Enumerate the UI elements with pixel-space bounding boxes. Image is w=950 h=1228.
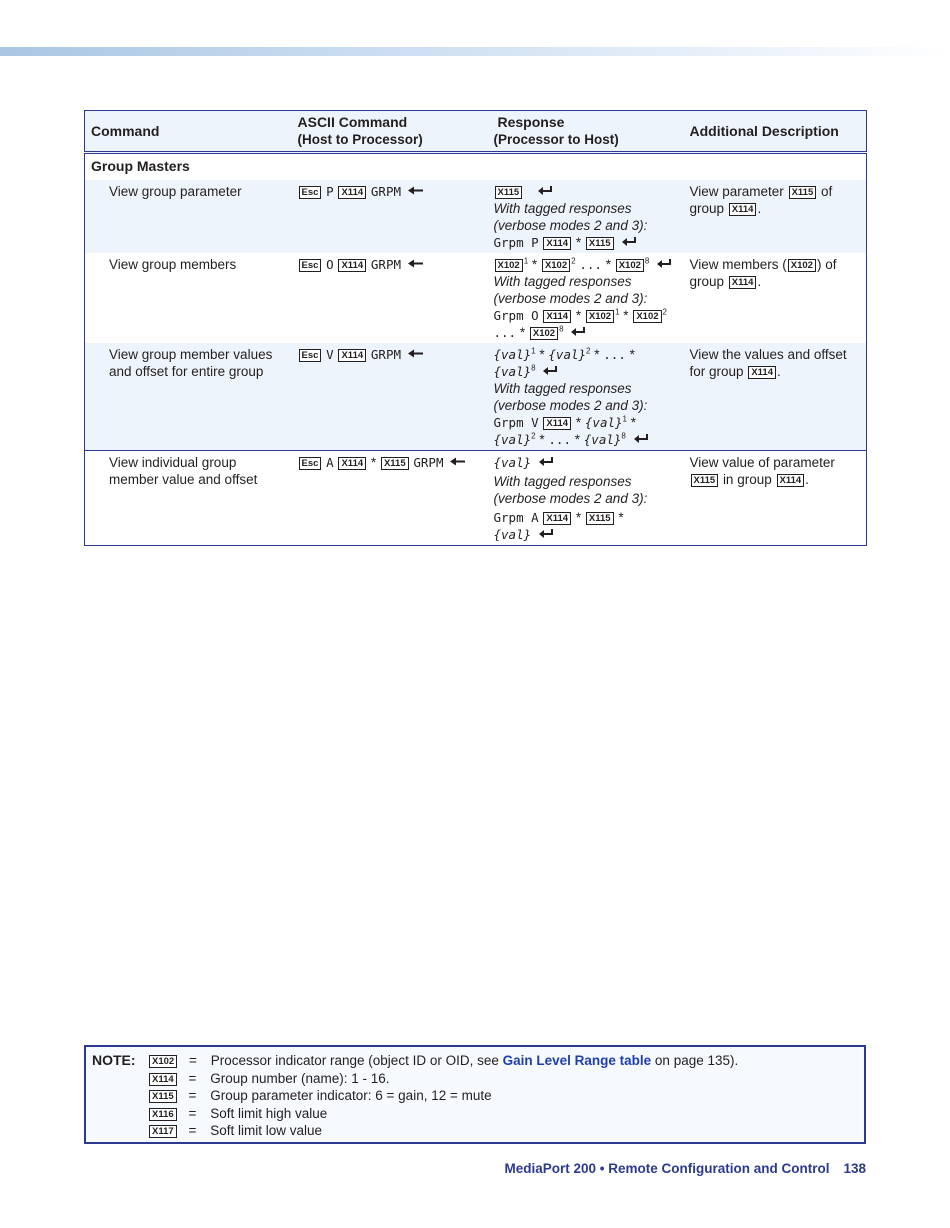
separator: *: [629, 347, 635, 362]
superscript: 8: [621, 431, 626, 441]
command-cell: View group members: [85, 253, 292, 343]
desc-text: View the values and offset for group: [689, 347, 847, 379]
tagged-note-line2: (verbose modes 2 and 3):: [493, 398, 648, 413]
note-item: [148, 1105, 738, 1123]
tagged-note-line1: With tagged responses: [493, 381, 632, 396]
ascii-cell: [292, 343, 488, 451]
variable-box: X115: [586, 512, 614, 525]
response-cell: [488, 253, 684, 343]
superscript: 8: [531, 363, 536, 373]
separator: *: [575, 510, 582, 525]
separator: *: [574, 432, 580, 447]
value-token: {val}: [493, 432, 532, 447]
variable-box: X102: [149, 1055, 177, 1068]
command-line2: and offset for entire group: [109, 364, 264, 379]
variable-box: X114: [338, 457, 366, 470]
superscript: 2: [531, 431, 536, 441]
ellipsis: ...: [493, 325, 517, 340]
command-line1: View group member values: [109, 347, 273, 362]
command-line2: member value and offset: [109, 472, 258, 487]
note-item: [148, 1122, 738, 1140]
left-arrow-icon: [450, 457, 466, 466]
equals-sign: =: [188, 1053, 197, 1068]
superscript: 1: [531, 346, 536, 356]
left-arrow-icon: [408, 186, 424, 195]
variable-box: X115: [495, 186, 523, 199]
command-cell: [85, 451, 292, 546]
table-row: [85, 180, 867, 253]
separator: *: [575, 415, 582, 430]
note-item: [148, 1070, 738, 1088]
group-title-row: [85, 153, 867, 181]
command-cell: [85, 343, 292, 451]
return-icon: [538, 528, 554, 539]
variable-box: X114: [748, 366, 776, 379]
note-text: Group parameter indicator: 6 = gain, 12 = mute: [210, 1088, 492, 1103]
gain-level-range-link[interactable]: Gain Level Range table: [502, 1053, 652, 1068]
ascii-code: A: [326, 455, 334, 470]
header-gradient-bar: [0, 47, 950, 56]
tagged-note-line2: (verbose modes 2 and 3):: [493, 291, 648, 306]
value-token: {val}: [493, 527, 532, 542]
variable-box: X117: [149, 1125, 177, 1138]
variable-box: X114: [149, 1073, 177, 1086]
ascii-suffix: GRPM: [370, 184, 402, 199]
equals-sign: =: [188, 1123, 197, 1138]
note-item: [148, 1052, 738, 1070]
header-command: Command: [85, 111, 292, 153]
return-icon: [538, 456, 554, 467]
superscript: 2: [662, 307, 667, 317]
header-response: [488, 111, 684, 153]
left-arrow-icon: [408, 259, 424, 268]
equals-sign: =: [188, 1070, 197, 1086]
desc-text: ) of group: [689, 257, 837, 289]
superscript: 2: [586, 346, 591, 356]
variable-box: X114: [543, 512, 571, 525]
ascii-cell: [292, 253, 488, 343]
separator: *: [575, 308, 582, 323]
variable-box: X114: [338, 186, 366, 199]
esc-key-box: Esc: [299, 259, 322, 272]
variable-box: X115: [586, 237, 614, 250]
table-row: [85, 451, 867, 546]
variable-box: X102: [495, 259, 523, 272]
variable-box: X114: [543, 310, 571, 323]
response-cell: [488, 180, 684, 253]
ellipsis: ...: [579, 257, 602, 272]
note-text: Processor indicator range (object ID or OID, see: [210, 1053, 499, 1068]
ascii-cell: [292, 180, 488, 253]
variable-box: X115: [789, 186, 817, 199]
variable-box: X115: [381, 457, 409, 470]
description-cell: [684, 451, 867, 546]
table-row: [85, 343, 867, 451]
header-ascii-line2: (Host to Processor): [297, 132, 423, 147]
tagged-prefix: Grpm V: [493, 415, 539, 430]
header-description: Additional Description: [684, 111, 867, 153]
desc-text: View parameter: [689, 184, 784, 199]
desc-text: of group: [689, 184, 833, 216]
desc-text: .: [757, 274, 762, 289]
separator: *: [618, 510, 624, 525]
esc-key-box: Esc: [299, 457, 322, 470]
tagged-note-line1: With tagged responses: [493, 201, 632, 216]
note-box: [84, 1045, 866, 1144]
command-cell: View group parameter: [85, 180, 292, 253]
value-token: {val}: [548, 347, 587, 362]
desc-text: .: [805, 472, 809, 487]
superscript: 8: [559, 324, 564, 334]
separator: *: [519, 325, 526, 340]
header-ascii: [292, 111, 488, 153]
tagged-note-line1: With tagged responses: [493, 274, 632, 289]
variable-box: X114: [543, 417, 571, 430]
table-header-row: [85, 111, 867, 153]
variable-box: X114: [543, 237, 571, 250]
table-row: [85, 253, 867, 343]
superscript: 2: [571, 256, 576, 266]
separator: *: [605, 257, 611, 272]
desc-text: View value of parameter: [689, 455, 835, 470]
footer-title: MediaPort 200 • Remote Configuration and Control: [504, 1161, 830, 1176]
equals-sign: =: [188, 1088, 197, 1103]
return-icon: [656, 258, 672, 269]
note-text-after: on page 135).: [654, 1053, 739, 1068]
return-icon: [542, 365, 558, 376]
header-response-line1: Response: [497, 114, 565, 130]
ascii-suffix: GRPM: [413, 455, 444, 470]
header-response-line2: (Processor to Host): [493, 132, 619, 147]
superscript: 1: [615, 307, 620, 317]
ascii-code: O: [326, 257, 334, 272]
note-list: [148, 1052, 738, 1140]
note-item: [148, 1087, 738, 1105]
note-text: Soft limit high value: [210, 1105, 328, 1121]
separator: *: [630, 415, 637, 430]
ascii-suffix: GRPM: [370, 257, 402, 272]
esc-key-box: Esc: [299, 186, 322, 199]
value-token: {val}: [493, 364, 532, 379]
command-line1: View individual group: [109, 455, 237, 470]
tagged-prefix: Grpm O: [493, 308, 539, 323]
tagged-note-line1: With tagged responses: [493, 474, 632, 489]
variable-box: X116: [149, 1108, 177, 1121]
response-cell: [488, 343, 684, 451]
header-ascii-line1: ASCII Command: [297, 114, 408, 130]
return-icon: [621, 236, 637, 247]
ascii-suffix: GRPM: [370, 347, 402, 362]
description-cell: [684, 253, 867, 343]
separator: *: [539, 347, 545, 362]
variable-box: X114: [729, 203, 757, 216]
value-token: {val}: [584, 415, 623, 430]
separator: *: [575, 235, 582, 250]
variable-box: X114: [729, 276, 757, 289]
page-footer: [504, 1161, 866, 1176]
variable-box: X115: [691, 474, 719, 487]
return-icon: [633, 433, 649, 444]
tagged-note-line2: (verbose modes 2 and 3):: [493, 491, 648, 506]
separator: *: [370, 455, 377, 470]
ellipsis: ...: [603, 347, 626, 362]
value-token: {val}: [493, 347, 532, 362]
variable-box: X102: [788, 259, 816, 272]
variable-box: X102: [530, 327, 558, 340]
note-text: Group number (name): 1 - 16.: [210, 1070, 390, 1086]
ascii-cell: [292, 451, 488, 546]
variable-box: X102: [616, 259, 644, 272]
variable-box: X114: [338, 349, 366, 362]
page-number: 138: [843, 1161, 866, 1176]
tagged-prefix: Grpm A: [493, 510, 539, 525]
variable-box: X102: [633, 310, 661, 323]
response-cell: [488, 451, 684, 546]
variable-box: X114: [338, 259, 366, 272]
left-arrow-icon: [408, 349, 424, 358]
desc-text: .: [757, 201, 762, 216]
command-table: [84, 110, 867, 546]
superscript: 8: [644, 256, 650, 266]
description-cell: [684, 180, 867, 253]
ascii-code: V: [326, 347, 334, 362]
desc-text: in group: [722, 472, 772, 487]
superscript: 1: [523, 256, 529, 266]
ellipsis: ...: [548, 432, 571, 447]
tagged-note-line2: (verbose modes 2 and 3):: [493, 218, 648, 233]
superscript: 1: [622, 414, 627, 424]
return-icon: [570, 326, 586, 337]
note-label: NOTE:: [92, 1052, 136, 1068]
note-text: Soft limit low value: [210, 1123, 322, 1138]
description-cell: [684, 343, 867, 451]
equals-sign: =: [188, 1105, 197, 1121]
variable-box: X114: [777, 474, 805, 487]
separator: *: [531, 257, 538, 272]
return-icon: [537, 185, 553, 196]
value-token: {val}: [583, 432, 622, 447]
variable-box: X102: [542, 259, 570, 272]
tagged-prefix: Grpm P: [493, 235, 539, 250]
variable-box: X102: [586, 310, 614, 323]
separator: *: [623, 308, 629, 323]
separator: *: [594, 347, 600, 362]
ascii-code: P: [326, 184, 334, 199]
desc-text: View members (: [689, 257, 787, 272]
separator: *: [539, 432, 545, 447]
desc-text: .: [776, 364, 781, 379]
value-token: {val}: [493, 455, 532, 470]
esc-key-box: Esc: [299, 349, 322, 362]
group-title: Group Masters: [85, 153, 867, 181]
variable-box: X115: [149, 1090, 177, 1103]
